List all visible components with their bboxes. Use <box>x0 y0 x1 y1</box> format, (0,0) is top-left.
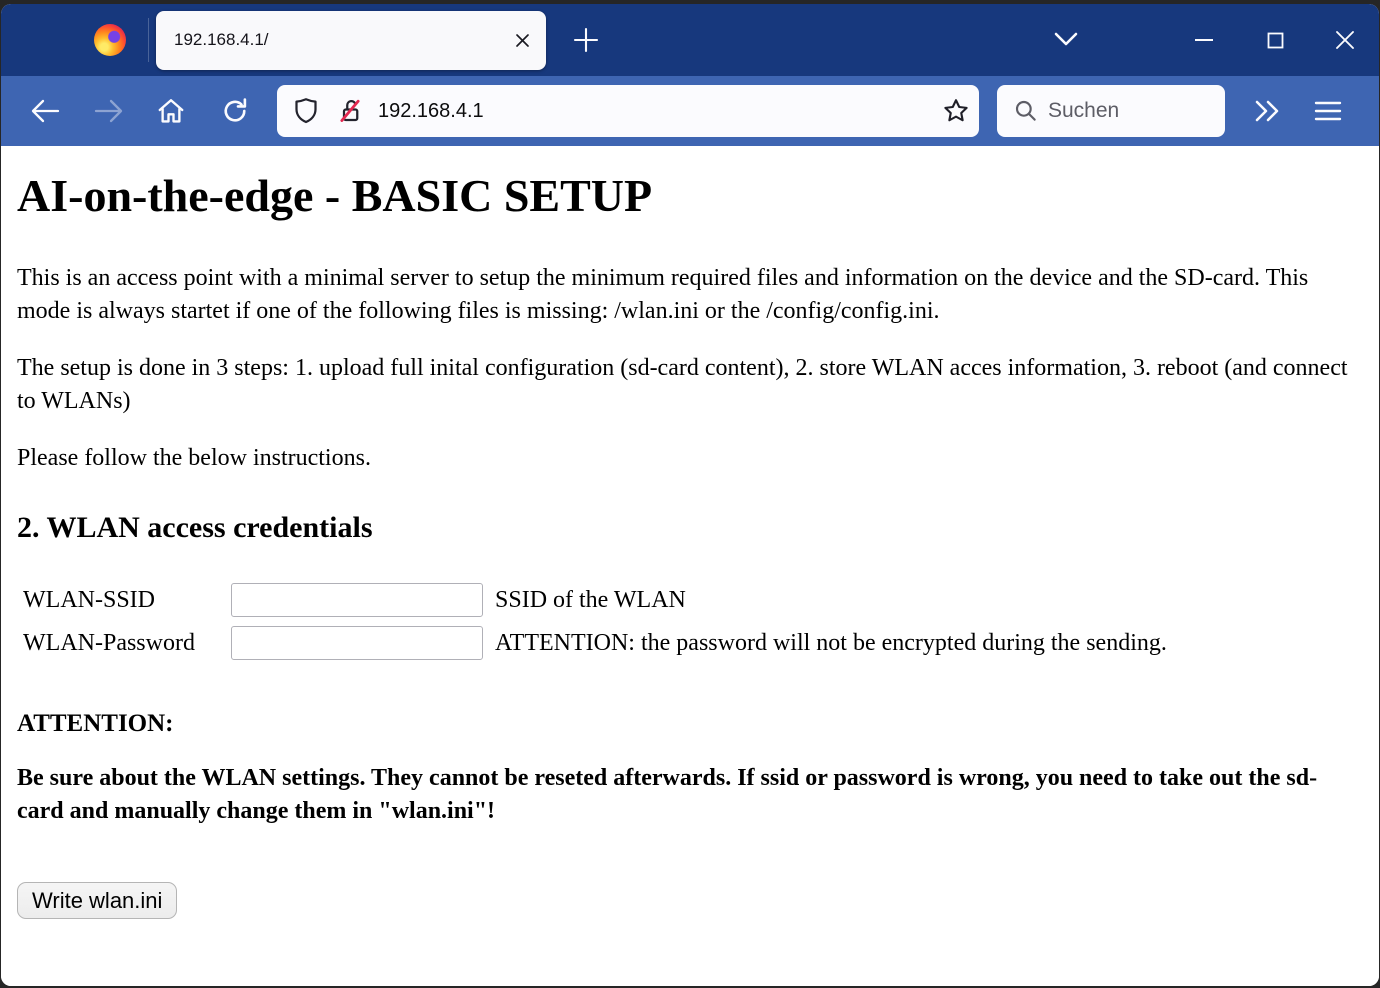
warning-text: Be sure about the WLAN settings. They cannot be reseted afterwards. If ssid or password is wrong, you need to take out the sd-card and manually change them in "wlan.ini"! <box>17 765 1318 825</box>
back-arrow-icon <box>30 98 60 124</box>
insecure-lock-icon <box>334 95 364 127</box>
close-icon <box>1335 30 1355 50</box>
navigation-toolbar <box>1 76 1379 146</box>
app-menu-button[interactable] <box>1308 91 1348 131</box>
write-wlan-ini-button[interactable]: Write wlan.ini <box>17 882 177 919</box>
browser-window <box>1 4 1379 986</box>
intro-paragraph: This is an access point with a minimal server to setup the minimum required files and information on the device and the SD-card. This mode is always startet if one of the following files is missing: /wlan.ini or the /config/config.ini. <box>17 264 1309 324</box>
home-button[interactable] <box>151 91 191 131</box>
password-label: WLAN-Password <box>23 629 195 656</box>
ssid-description: SSID of the WLAN <box>495 586 686 613</box>
tab-separator <box>148 18 149 62</box>
tab-title: 192.168.4.1/ <box>174 30 269 49</box>
firefox-icon[interactable] <box>94 24 126 56</box>
ssid-row <box>23 583 1363 617</box>
minimize-button[interactable] <box>1182 18 1226 62</box>
password-description: ATTENTION: the password will not be encrypted during the sending. <box>495 629 1167 656</box>
close-window-button[interactable] <box>1323 18 1367 62</box>
url-text[interactable]: 192.168.4.1 <box>378 99 484 122</box>
page-content <box>1 146 1379 986</box>
steps-paragraph: The setup is done in 3 steps: 1. upload full inital configuration (sd-card content), 2. store WLAN acces information, 3. reboot (and connect to WLANs) <box>17 354 1348 414</box>
chevron-down-icon <box>1053 31 1079 49</box>
titlebar <box>1 4 1379 76</box>
section-title: 2. WLAN access credentials <box>17 511 373 545</box>
reload-icon <box>220 96 250 126</box>
bookmark-star-button[interactable] <box>933 88 979 134</box>
ssid-input[interactable] <box>231 583 483 617</box>
shield-icon <box>291 95 321 127</box>
hamburger-icon <box>1314 100 1342 122</box>
new-tab-button[interactable] <box>564 18 608 62</box>
browser-tab[interactable] <box>156 11 546 70</box>
star-icon <box>941 96 971 126</box>
forward-button[interactable] <box>89 91 129 131</box>
forward-arrow-icon <box>94 98 124 124</box>
password-input[interactable] <box>231 626 483 660</box>
attention-heading: ATTENTION: <box>17 710 174 738</box>
tab-close-button[interactable] <box>508 26 536 54</box>
follow-paragraph: Please follow the below instructions. <box>17 444 371 471</box>
maximize-icon <box>1267 32 1284 49</box>
page-title: AI-on-the-edge - BASIC SETUP <box>17 170 653 221</box>
minimize-icon <box>1194 37 1214 43</box>
ssid-label: WLAN-SSID <box>23 586 155 613</box>
close-icon <box>515 33 530 48</box>
double-chevron-icon <box>1252 98 1282 124</box>
list-all-tabs-button[interactable] <box>1044 18 1088 62</box>
search-bar[interactable] <box>997 85 1225 137</box>
password-row <box>23 626 1363 660</box>
overflow-menu-button[interactable] <box>1247 91 1287 131</box>
plus-icon <box>573 27 599 53</box>
maximize-button[interactable] <box>1253 18 1297 62</box>
reload-button[interactable] <box>215 91 255 131</box>
credentials-form <box>23 583 1363 660</box>
back-button[interactable] <box>25 91 65 131</box>
address-bar[interactable] <box>277 85 979 137</box>
home-icon <box>156 96 186 126</box>
search-placeholder: Suchen <box>1048 99 1120 122</box>
search-icon <box>1013 98 1039 124</box>
